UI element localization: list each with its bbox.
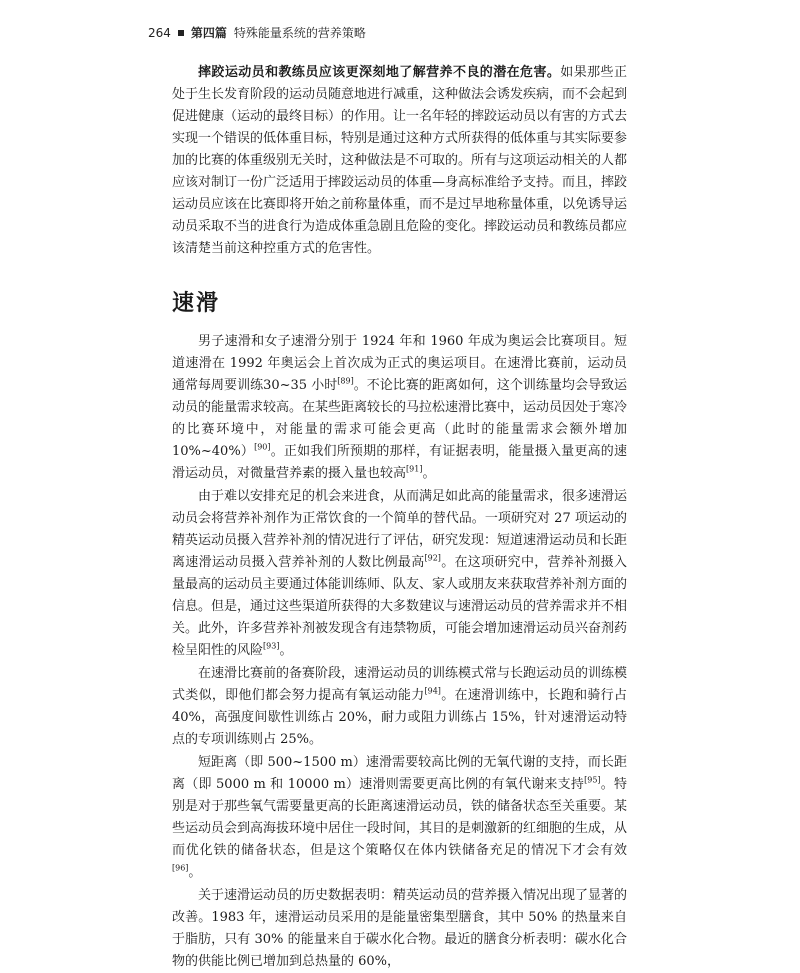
text-run: 男子速滑和女子速滑分别于 1924 年和 1960 年成为奥运会比赛项目。短道速滑在 1992 年奥运会上首次成为正式的奥运项目。在速滑比赛前，运动员通常每周要训练30~35 小时 <box>172 334 627 393</box>
citation: [89] <box>337 376 354 386</box>
text-run: 。 <box>188 865 202 880</box>
part-label: 第四篇 <box>190 26 227 40</box>
part-title: 特殊能量系统的营养策略 <box>233 26 366 40</box>
text-run: 在速滑比赛前的备赛阶段，速滑运动员的训练模式常与长跑运动员的训练模式类似，即他们都会努力提高有氧运动能力 <box>172 666 628 703</box>
citation: [96] <box>172 863 189 873</box>
text-run: 。正如我们所预期的那样，有证据表明，能量摄入量更高的速滑运动员，对微量营养素的摄入量也较高 <box>172 444 627 481</box>
paragraph <box>172 486 627 662</box>
body-text <box>172 62 627 973</box>
citation: [95] <box>584 775 601 785</box>
running-header <box>148 24 668 41</box>
paragraph <box>172 663 627 751</box>
text-run: 由于难以安排充足的机会来进食，从而满足如此高的能量需求，很多速滑运动员会将营养补剂作为正常饮食的一个简单的替代品。一项研究对 27 项运动的精英运动员摄入营养补剂的情况进行了评估，研究发现：短道速滑运动员和长距离速滑运动员摄入营养补剂的人数比例最高 <box>172 489 628 570</box>
intro-lead: 摔跤运动员和教练员应该更深刻地了解营养不良的潜在危害。 <box>198 65 561 80</box>
text-run: 。不论比赛的距离如何，这个训练量均会导致运动员的能量需求较高。在某些距离较长的马拉松速滑比赛中，运动员因处于寒冷的比赛环境中，对能量的需求可能会更高（此时的能量需求会额外增加 10%~40%） <box>172 378 628 459</box>
text-run: 。 <box>279 643 293 658</box>
citation: [90] <box>254 442 271 452</box>
paragraph <box>172 885 627 973</box>
text-run: 。在速滑训练中，长跑和骑行占 40%，高强度间歇性训练占 20%，耐力或阻力训练占 15%，针对速滑运动特点的专项训练则占 25%。 <box>172 688 627 747</box>
citation: [94] <box>424 686 441 696</box>
intro-paragraph <box>172 62 627 260</box>
text-run: 短距离（即 500~1500 m）速滑需要较高比例的无氧代谢的支持，而长距离（即 5000 m 和 10000 m）速滑则需要更高比例的有氧代谢来支持 <box>172 755 627 792</box>
text-run: 。特别是对于那些氧气需要量更高的长距离速滑运动员，铁的储备状态至关重要。某些运动员会到高海拔环境中居住一段时间，其目的是刺激新的红细胞的生成，从而优化铁的储备状态，但是这个策略仅在体内铁储备充足的情况下才会有效 <box>172 777 628 858</box>
citation: [92] <box>424 553 441 563</box>
square-bullet-icon <box>178 30 184 36</box>
text-run: 关于速滑运动员的历史数据表明：精英运动员的营养摄入情况出现了显著的改善。1983 年，速滑运动员采用的是能量密集型膳食，其中 50% 的热量来自于脂肪，只有 30% 的能量来自于碳水化合物。最近的膳食分析表明：碳水化合物的供能比例已增加到总热量的 60%， <box>172 888 628 969</box>
citation: [91] <box>406 464 423 474</box>
citation: [93] <box>263 641 280 651</box>
paragraph <box>172 752 627 884</box>
text-run: 。 <box>422 466 436 481</box>
page-number: 264 <box>148 25 171 40</box>
paragraph <box>172 331 627 485</box>
intro-body: 如果那些正处于生长发育阶段的运动员随意地进行减重，这种做法会诱发疾病，而不会起到促进健康（运动的最终目标）的作用。让一名年轻的摔跤运动员以有害的方式去实现一个错误的低体重目标，特别是通过这种方式所获得的低体重与其实际要参加的比赛的体重级别无关时，这种做法是不可取的。所有与这项运动相关的人都应该对制订一份广泛适用于摔跤运动员的体重—身高标准给予支持。而且，摔跤运动员应该在比赛即将开始之前称量体重，而不是过早地称量体重，以免诱导运动员采取不当的进食行为造成体重急剧且危险的变化。摔跤运动员和教练员都应该清楚当前这种控重方式的危害性。 <box>172 65 628 256</box>
section-title: 速滑 <box>172 291 221 316</box>
text-run: 。在这项研究中，营养补剂摄入量最高的运动员主要通过体能训练师、队友、家人或朋友来获取营养补剂方面的信息。但是，通过这些渠道所获得的大多数建议与速滑运动员的营养需求并不相关。此外，许多营养补剂被发现含有违禁物质，可能会增加速滑运动员兴奋剂药检呈阳性的风险 <box>172 555 628 658</box>
